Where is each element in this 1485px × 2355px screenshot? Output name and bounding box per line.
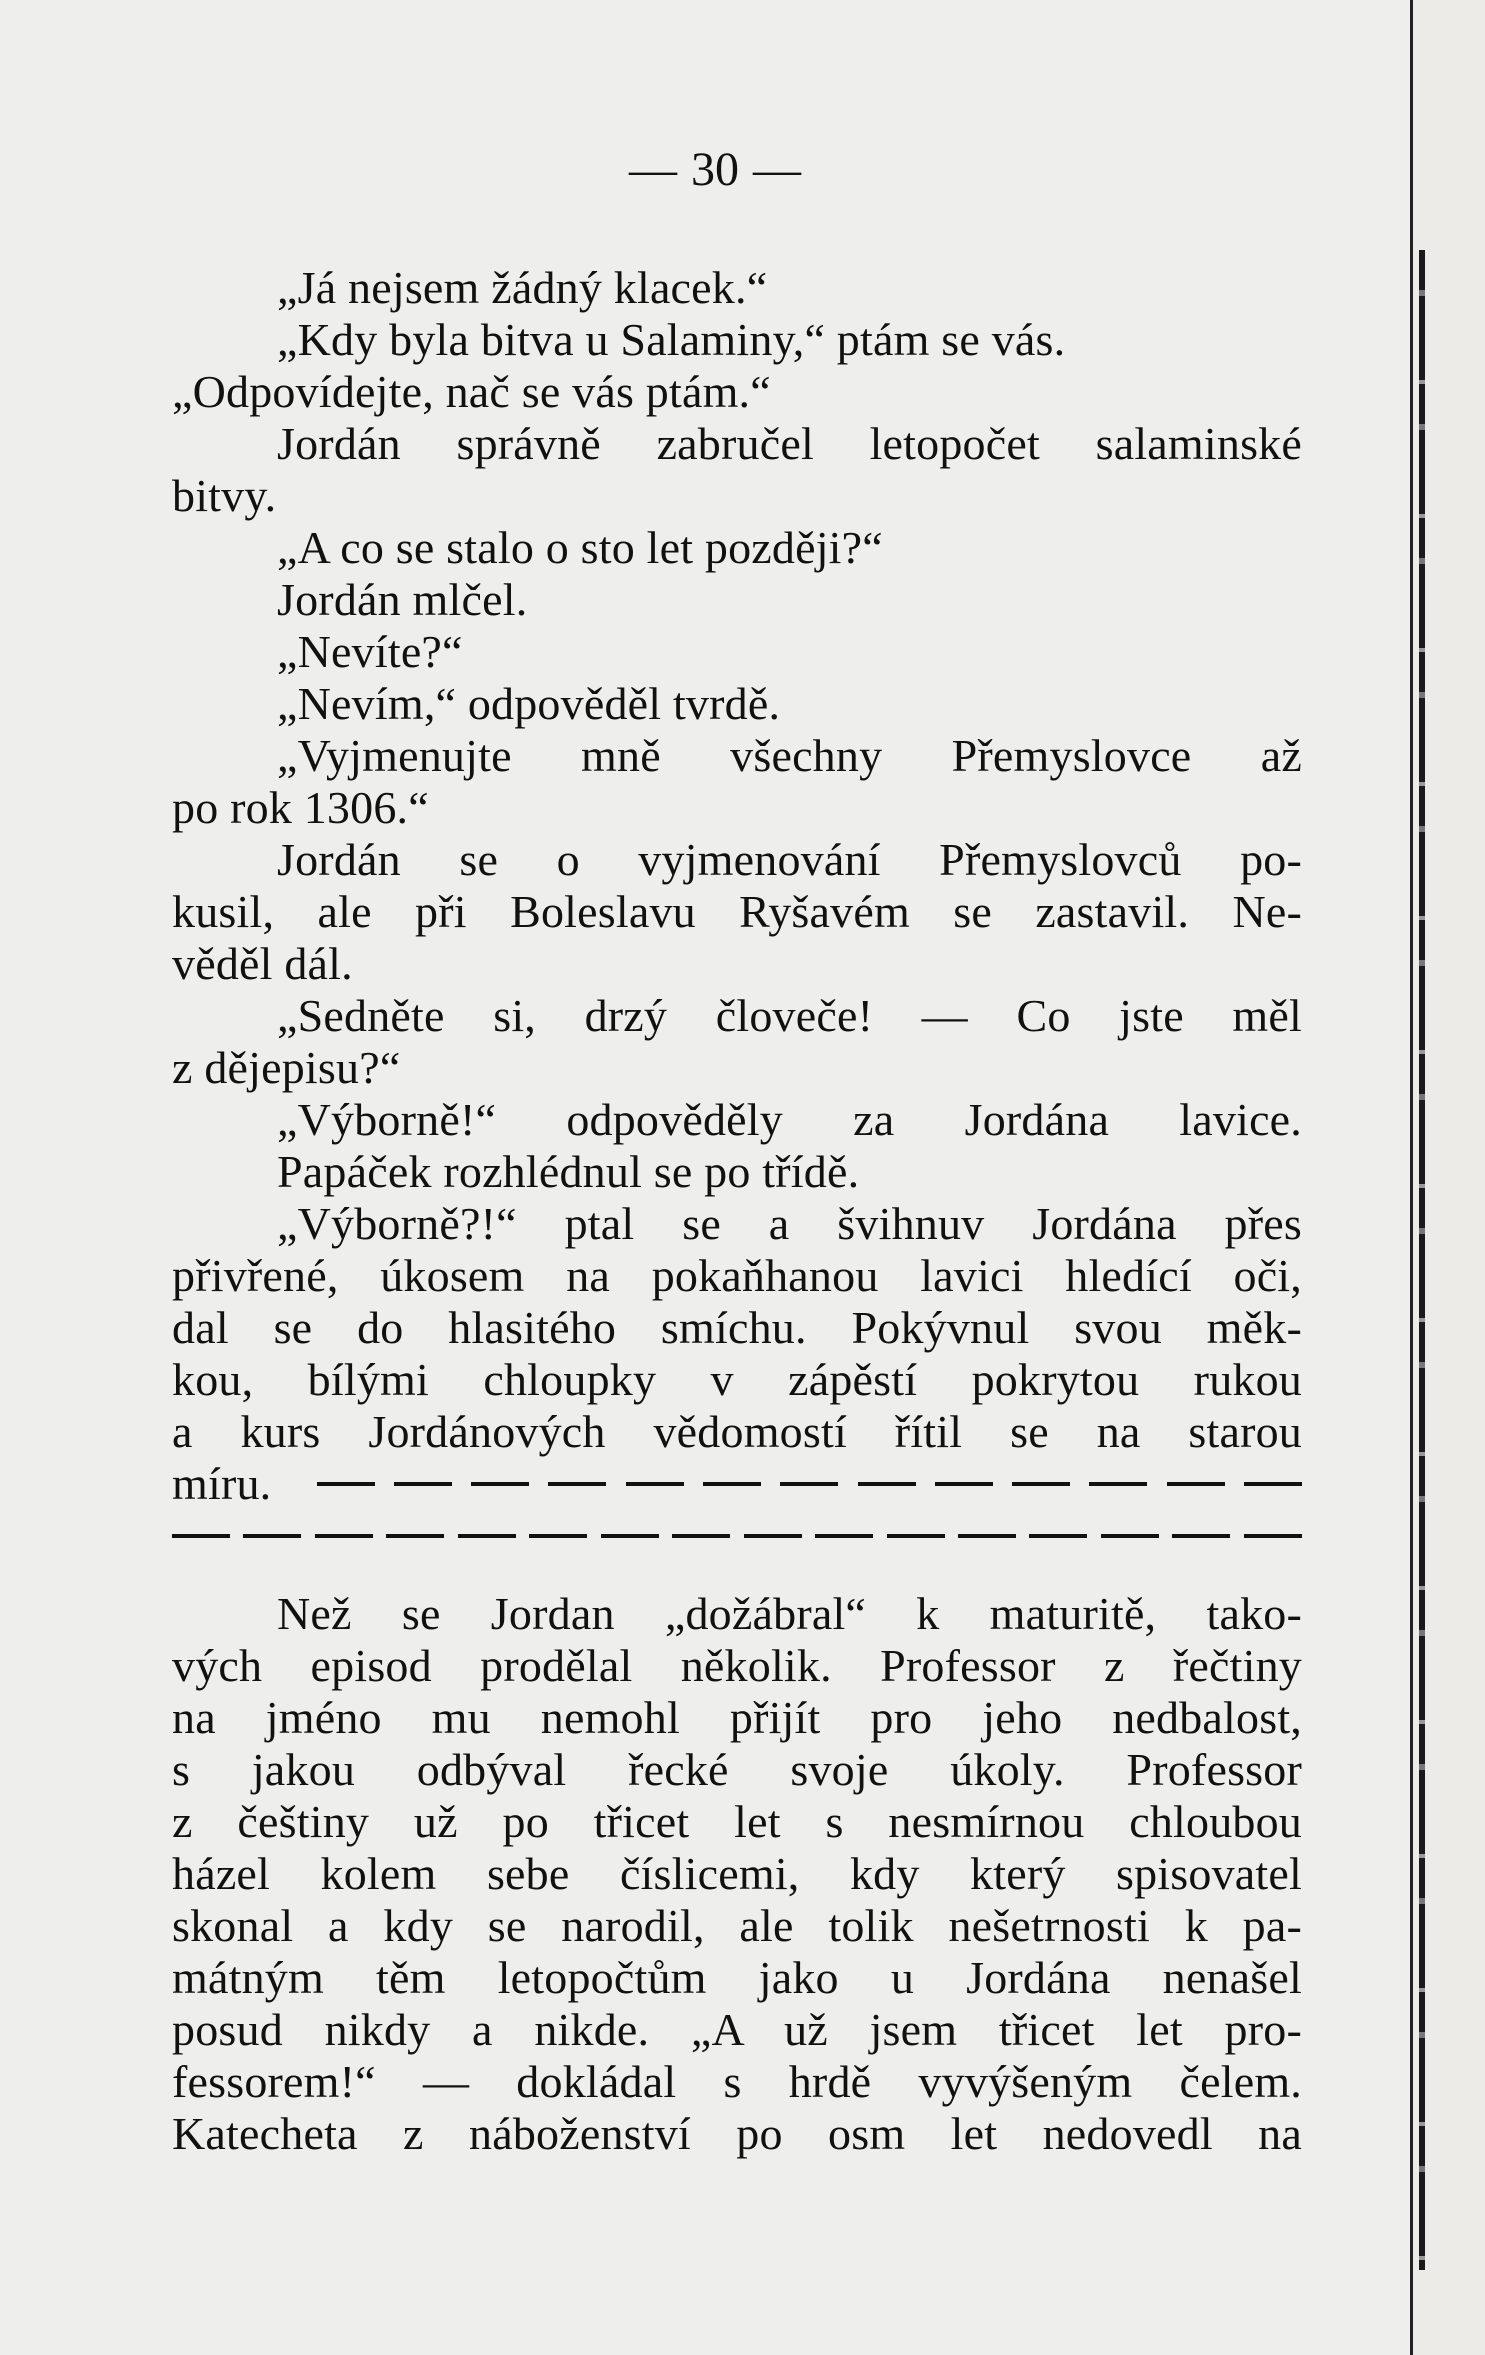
text-line: vých episod prodělal několik. Professor z řečtiny <box>172 1640 1302 1691</box>
separator-dash <box>887 1534 945 1538</box>
text-line: po rok 1306.“ <box>172 782 429 833</box>
text-line: Katecheta z náboženství po osm let nedovedl na <box>172 2108 1302 2159</box>
text-line: Papáček rozhlédnul se po třídě. <box>277 1146 860 1197</box>
page-number-dash-right: — <box>753 143 801 196</box>
text-line: přivřené, úkosem na pokaňhanou lavici hledící oči, <box>172 1250 1302 1301</box>
text-line: na jméno mu nemohl přijít pro jeho nedbalost, <box>172 1692 1302 1743</box>
text-line: fessorem!“ — dokládal s hrdě vyvýšeným čelem. <box>172 2056 1302 2107</box>
separator-dash <box>548 1482 606 1486</box>
text-line: „Výborně!“ odpověděly za Jordána lavice. <box>277 1094 1302 1145</box>
paragraph-gap <box>172 1562 1302 1588</box>
separator-dash <box>1101 1534 1159 1538</box>
page-number-header <box>0 142 1410 197</box>
separator-dash <box>744 1534 802 1538</box>
text-line: skonal a kdy se narodil, ale tolik nešetrnosti k pa- <box>172 1900 1302 1951</box>
separator-dash <box>243 1534 301 1538</box>
separator-dash <box>601 1534 659 1538</box>
separator-dash <box>172 1534 230 1538</box>
text-line: věděl dál. <box>172 938 353 989</box>
text-line: „Sedněte si, drzý človeče! — Co jste měl <box>277 990 1302 1041</box>
text-line: „Nevím,“ odpověděl tvrdě. <box>277 678 781 729</box>
text-line: „Výborně?!“ ptal se a švihnuv Jordána přes <box>277 1198 1302 1249</box>
separator-dash <box>1244 1534 1302 1538</box>
separator-dash <box>1089 1482 1147 1486</box>
separator-dash <box>935 1482 993 1486</box>
separator-dash <box>958 1534 1016 1538</box>
text-line: „A co se stalo o sto let později?“ <box>277 522 883 573</box>
dash-separator-line <box>172 1458 1302 1510</box>
separator-dash <box>1167 1482 1225 1486</box>
separator-dash <box>1244 1482 1302 1486</box>
binding-stitching <box>1419 250 1425 2270</box>
text-line: z češtiny už po třicet let s nesmírnou chloubou <box>172 1796 1302 1847</box>
text-line: posud nikdy a nikde. „A už jsem třicet let pro- <box>172 2004 1302 2055</box>
separator-dash <box>317 1482 375 1486</box>
separator-dash <box>703 1482 761 1486</box>
separator-dash <box>394 1482 452 1486</box>
separator-dash <box>815 1534 873 1538</box>
text-line: Jordán správně zabručel letopočet salaminské <box>277 418 1302 469</box>
text-line: bitvy. <box>172 470 277 521</box>
dash-separator-line <box>172 1510 1302 1562</box>
text-line: mátným těm letopočtům jako u Jordána nenašel <box>172 1952 1302 2003</box>
text-line: házel kolem sebe číslicemi, kdy který spisovatel <box>172 1848 1302 1899</box>
separator-dash <box>386 1534 444 1538</box>
separator-dash <box>1029 1534 1087 1538</box>
text-line: míru. <box>172 1458 272 1509</box>
text-line: kou, bílými chloupky v zápěstí pokrytou rukou <box>172 1354 1302 1405</box>
text-line: „Já nejsem žádný klacek.“ <box>277 262 768 313</box>
text-line: kusil, ale při Boleslavu Ryšavém se zastavil. Ne- <box>172 886 1302 937</box>
separator-dash <box>626 1482 684 1486</box>
text-line: s jakou odbýval řecké svoje úkoly. Professor <box>172 1744 1302 1795</box>
text-line: Jordán se o vyjmenování Přemyslovců po- <box>277 834 1302 885</box>
separator-dash <box>780 1482 838 1486</box>
text-line: „Odpovídejte, nač se vás ptám.“ <box>172 366 771 417</box>
text-line: dal se do hlasitého smíchu. Pokývnul svou měk- <box>172 1302 1302 1353</box>
text-line: a kurs Jordánových vědomostí řítil se na starou <box>172 1406 1302 1457</box>
body-text <box>172 262 1302 2160</box>
text-line: „Vyjmenujte mně všechny Přemyslovce až <box>277 730 1302 781</box>
page-number-dash-left: — <box>629 143 677 196</box>
text-line: Než se Jordan „dožábral“ k maturitě, tako- <box>277 1588 1302 1639</box>
page-number: 30 <box>691 143 739 196</box>
text-line: „Nevíte?“ <box>277 626 463 677</box>
separator-dash <box>672 1534 730 1538</box>
book-binding-edge <box>1410 0 1485 2355</box>
text-line: „Kdy byla bitva u Salaminy,“ ptám se vás. <box>277 314 1066 365</box>
separator-dash <box>1172 1534 1230 1538</box>
separator-dash <box>1012 1482 1070 1486</box>
separator-dash <box>471 1482 529 1486</box>
separator-dash <box>315 1534 373 1538</box>
separator-dash <box>529 1534 587 1538</box>
separator-dash <box>858 1482 916 1486</box>
separator-dash <box>458 1534 516 1538</box>
text-line: z dějepisu?“ <box>172 1042 401 1093</box>
text-line: Jordán mlčel. <box>277 574 528 625</box>
